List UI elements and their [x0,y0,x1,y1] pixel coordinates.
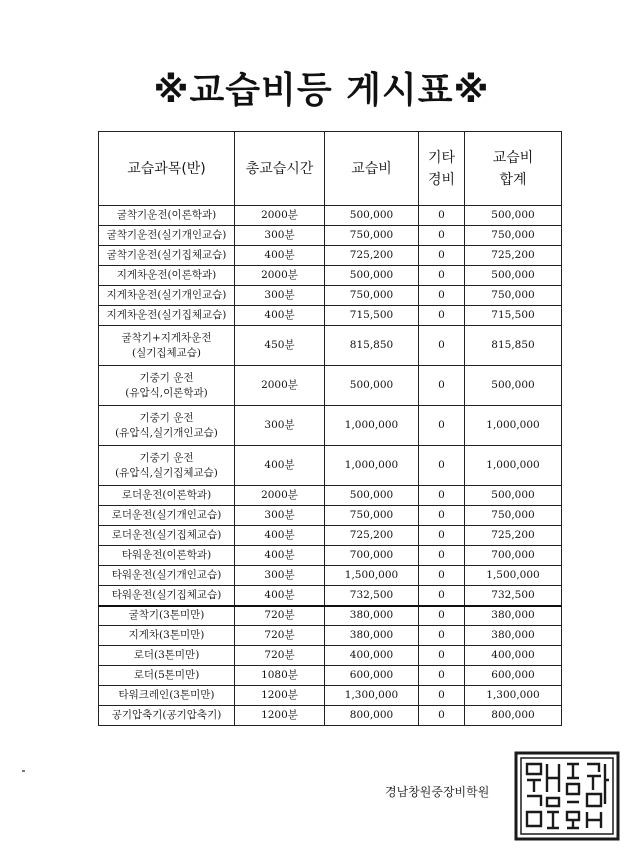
total-cell: 815,850 [465,326,562,366]
total-cell: 380,000 [465,626,562,646]
fee-cell: 732,500 [325,586,419,606]
etc-cell: 0 [419,546,465,566]
table-row [99,326,562,366]
academy-seal [513,750,621,842]
fee-cell: 815,850 [325,326,419,366]
table-row [99,446,562,486]
fee-cell: 725,200 [325,246,419,266]
fee-table [98,131,562,726]
course-name-line: 지게차(3톤미만) [128,629,205,641]
course-name-line: 타워운전(실기집체교습) [111,588,222,601]
etc-cell: 0 [419,526,465,546]
course-cell [99,366,235,406]
hours-cell: 400분 [235,586,325,606]
total-cell: 1,500,000 [465,566,562,586]
course-cell [99,326,235,366]
fee-cell: 750,000 [325,506,419,526]
course-name-line: 기중기 운전 [139,451,194,464]
course-name-line: 로더(3톤미만) [133,649,200,661]
etc-cell: 0 [419,366,465,406]
table-row [99,266,562,286]
etc-cell: 0 [419,406,465,446]
hours-cell: 400분 [235,446,325,486]
header-course: 교습과목(반) [99,132,235,206]
page-title: ※교습비등 게시표※ [153,70,490,111]
table-row [99,406,562,446]
table-row [99,506,562,526]
table-row [99,206,562,226]
etc-cell: 0 [419,246,465,266]
course-name-line: 굴착기(3톤미만) [128,609,205,622]
hours-cell: 400분 [235,546,325,566]
table-row [99,246,562,266]
hours-cell: 720분 [235,646,325,666]
fee-cell: 380,000 [325,606,419,626]
total-cell: 750,000 [465,226,562,246]
course-cell [99,606,235,626]
fee-cell: 500,000 [325,206,419,226]
hours-cell: 400분 [235,306,325,326]
table-row [99,686,562,706]
fee-cell: 725,200 [325,526,419,546]
fee-cell: 1,500,000 [325,566,419,586]
course-name-line: 지게차운전(실기개인교습) [106,289,227,301]
course-cell [99,686,235,706]
course-cell [99,266,235,286]
hours-cell: 300분 [235,566,325,586]
fee-cell: 500,000 [325,366,419,406]
course-cell [99,666,235,686]
table-row [99,366,562,406]
hours-cell: 2000분 [235,206,325,226]
course-cell [99,306,235,326]
course-name-line: 굴착기+지게차운전 [121,331,212,344]
course-cell [99,646,235,666]
fee-cell: 750,000 [325,226,419,246]
course-name-line: (유압식,이론학과) [125,386,208,399]
table-row [99,626,562,646]
course-name-line: (유압식,실기집체교습) [115,466,218,479]
course-name-line: 지게차운전(실기집체교습) [106,309,227,321]
total-cell: 600,000 [465,666,562,686]
course-cell [99,586,235,606]
total-cell: 1,000,000 [465,446,562,486]
course-cell [99,406,235,446]
table-row [99,666,562,686]
course-cell [99,546,235,566]
hours-cell: 1200분 [235,686,325,706]
total-cell: 1,300,000 [465,686,562,706]
fee-cell: 715,500 [325,306,419,326]
header-total-line2: 합계 [499,171,527,188]
course-name-line: 로더(5톤미만) [133,669,200,681]
hours-cell: 2000분 [235,486,325,506]
fee-cell: 800,000 [325,706,419,726]
etc-cell: 0 [419,666,465,686]
course-name-line: 굴착기운전(실기개인교습) [106,229,227,241]
total-cell: 725,200 [465,246,562,266]
hours-cell: 300분 [235,286,325,306]
table-row [99,706,562,726]
course-name-line: 타워운전(이론학과) [121,549,212,561]
table-row [99,586,562,606]
etc-cell: 0 [419,206,465,226]
etc-cell: 0 [419,706,465,726]
total-cell: 500,000 [465,206,562,226]
course-name-line: 로더운전(이론학과) [121,489,212,501]
total-cell: 500,000 [465,366,562,406]
total-cell: 800,000 [465,706,562,726]
total-cell: 750,000 [465,506,562,526]
fee-cell: 400,000 [325,646,419,666]
course-name-line: (유압식,실기개인교습) [115,426,218,439]
table-row [99,486,562,506]
course-cell [99,446,235,486]
total-cell: 500,000 [465,486,562,506]
course-cell [99,626,235,646]
course-name-line: 타워운전(실기개인교습) [111,569,222,581]
fee-cell: 1,300,000 [325,686,419,706]
hours-cell: 300분 [235,226,325,246]
table-header-row [99,132,562,206]
header-hours: 총교습시간 [235,132,325,206]
hours-cell: 300분 [235,506,325,526]
academy-name: 경남창원중장비학원 [385,785,490,799]
course-name-line: (실기집체교습) [131,346,202,359]
table-body [99,206,562,726]
fee-cell: 500,000 [325,266,419,286]
header-total [465,132,562,206]
course-cell [99,286,235,306]
etc-cell: 0 [419,326,465,366]
etc-cell: 0 [419,566,465,586]
total-cell: 732,500 [465,586,562,606]
course-cell [99,506,235,526]
fee-cell: 700,000 [325,546,419,566]
etc-cell: 0 [419,286,465,306]
table-row [99,286,562,306]
table-row [99,306,562,326]
table-row [99,646,562,666]
fee-cell: 1,000,000 [325,446,419,486]
course-name-line: 굴착기운전(이론학과) [116,209,217,221]
table-row [99,546,562,566]
hours-cell: 2000분 [235,366,325,406]
course-name-line: 로더운전(실기개인교습) [111,509,222,521]
etc-cell: 0 [419,306,465,326]
course-cell [99,526,235,546]
etc-cell: 0 [419,226,465,246]
header-etc-line1: 기타 [427,149,456,166]
etc-cell: 0 [419,686,465,706]
hours-cell: 720분 [235,626,325,646]
total-cell: 380,000 [465,606,562,626]
total-cell: 500,000 [465,266,562,286]
table-row [99,606,562,626]
course-name-line: 타워크레인(3톤미만) [118,689,215,701]
course-name-line: 굴착기운전(실기집체교습) [106,249,227,261]
hours-cell: 1200분 [235,706,325,726]
total-cell: 715,500 [465,306,562,326]
course-name-line: 기중기 운전 [139,411,194,424]
course-cell [99,246,235,266]
course-cell [99,706,235,726]
total-cell: 400,000 [465,646,562,666]
hours-cell: 400분 [235,526,325,546]
course-name-line: 공기압축기(공기압축기) [111,709,222,721]
etc-cell: 0 [419,626,465,646]
etc-cell: 0 [419,446,465,486]
course-cell [99,226,235,246]
table-row [99,226,562,246]
course-name-line: 로더운전(실기집체교습) [111,529,222,541]
etc-cell: 0 [419,266,465,286]
etc-cell: 0 [419,606,465,626]
total-cell: 700,000 [465,546,562,566]
hours-cell: 720분 [235,606,325,626]
hours-cell: 2000분 [235,266,325,286]
header-fee: 교습비 [325,132,419,206]
table-row [99,566,562,586]
course-cell [99,486,235,506]
total-cell: 750,000 [465,286,562,306]
course-cell [99,566,235,586]
table-row [99,526,562,546]
hours-cell: 1080분 [235,666,325,686]
etc-cell: 0 [419,486,465,506]
etc-cell: 0 [419,646,465,666]
hours-cell: 450분 [235,326,325,366]
hours-cell: 400분 [235,246,325,266]
fee-cell: 380,000 [325,626,419,646]
fee-cell: 750,000 [325,286,419,306]
header-etc-line2: 경비 [427,171,456,188]
fee-cell: 500,000 [325,486,419,506]
course-name-line: 기중기 운전 [139,371,194,384]
hours-cell: 300분 [235,406,325,446]
scan-speck [22,770,25,772]
total-cell: 1,000,000 [465,406,562,446]
etc-cell: 0 [419,586,465,606]
header-etc [419,132,465,206]
course-name-line: 지게차운전(이론학과) [116,269,217,281]
total-cell: 725,200 [465,526,562,546]
etc-cell: 0 [419,506,465,526]
course-cell [99,206,235,226]
header-total-line1: 교습비 [492,149,534,166]
fee-cell: 600,000 [325,666,419,686]
fee-cell: 1,000,000 [325,406,419,446]
